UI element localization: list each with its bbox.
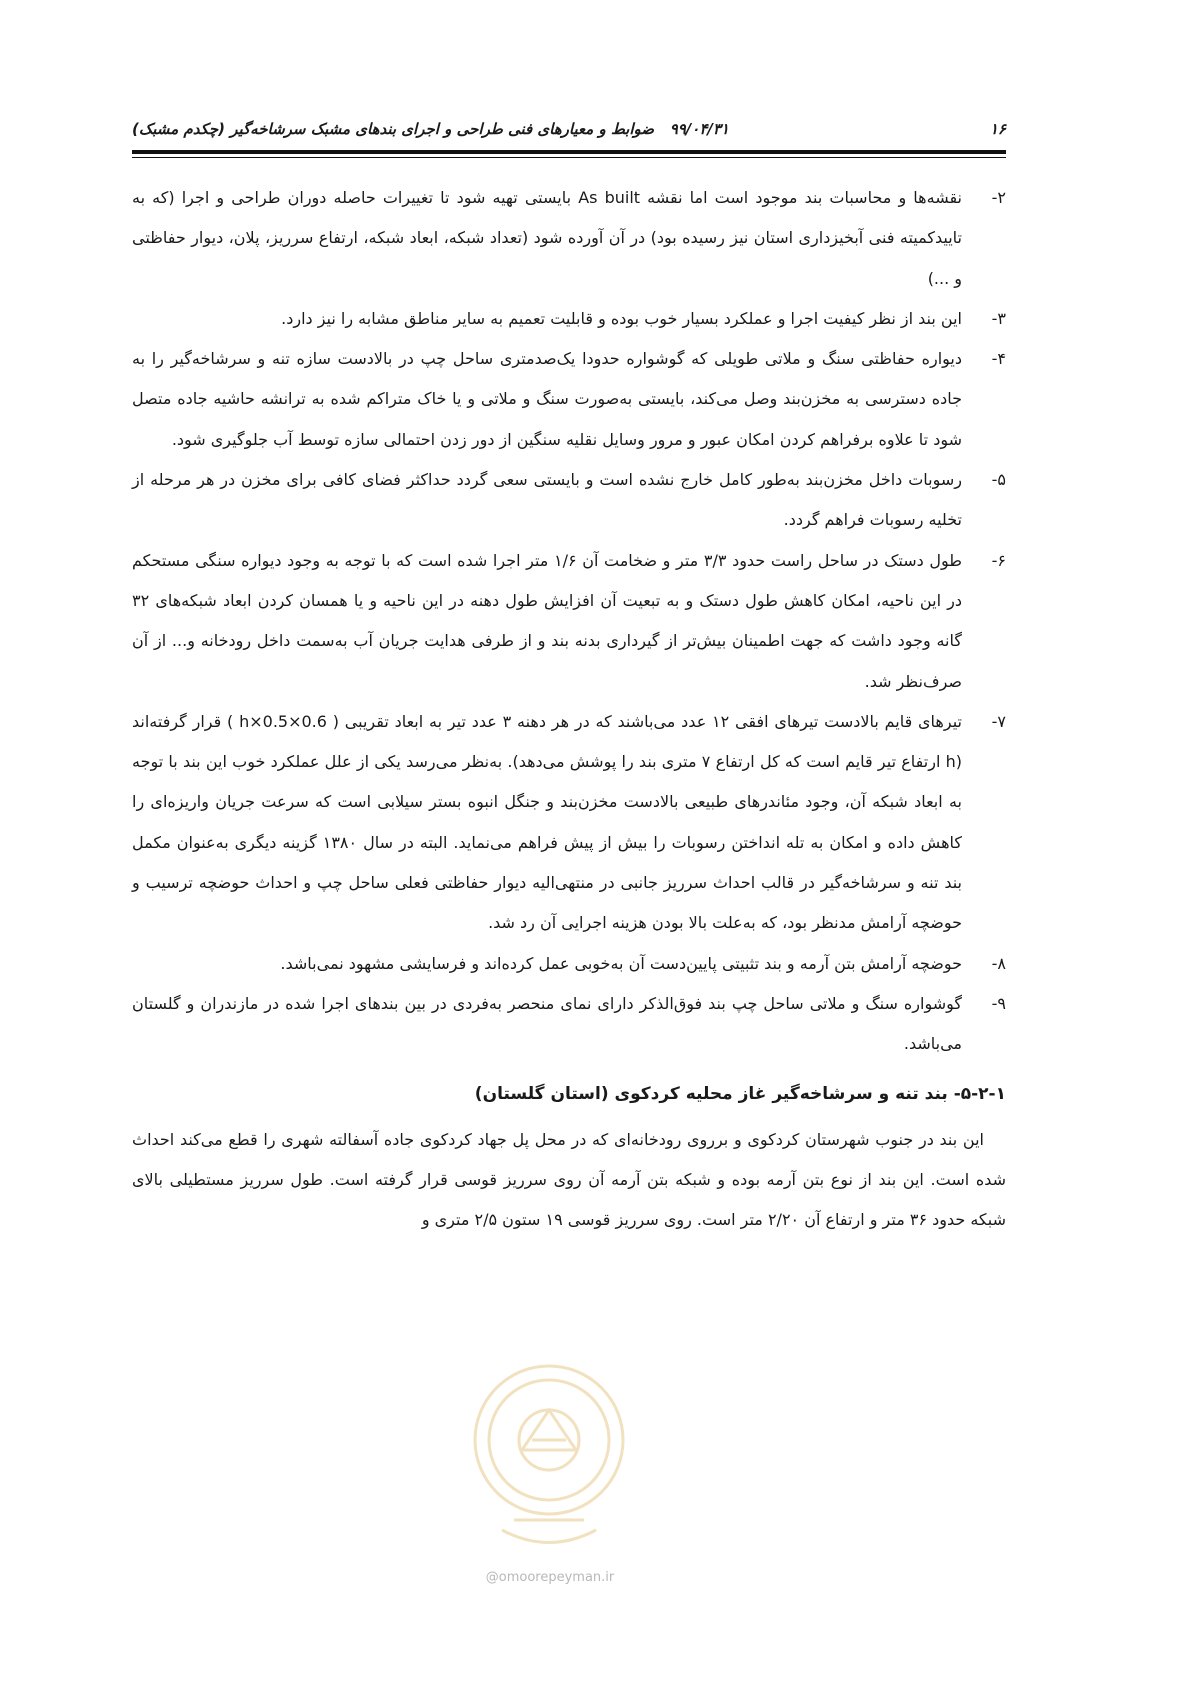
watermark-text: @omoorepeyman.ir — [485, 1570, 615, 1585]
item-text: تیرهای قایم بالادست تیرهای افقی ۱۲ عدد می‌باشند که در هر دهنه ۳ عدد تیر به ابعاد تقریبی ( 0.6×0.5×h ) قرار گرفته‌اند (h ارتفاع تیر قایم است که کل ارتفاع ۷ متری بند را پوشش می‌دهد). به‌نظر می‌رسد یکی از علل عملکرد خوب این بند با توجه به ابعاد شبکه آن، وجود مئاندرهای طبیعی بالادست مخزن‌بند و جنگل انبوه بستر سیلابی است که سرعت جریان واریزه‌ای را کاهش داده و امکان به تله انداختن رسوبات را بیش از پیش فراهم می‌نماید. البته در سال ۱۳۸۰ گزینه دیگری به‌عنوان مکمل بند تنه و سرشاخه‌گیر در قالب احداث سرریز جانبی در منتهی‌الیه دیوار حفاظتی فعلی ساحل چپ و احداث حوضچه ترسیب و حوضچه آرامش مدنظر بود، که به‌علت بالا بودن هزینه اجرایی آن رد شد. — [132, 711, 962, 933]
header-rule-thick — [132, 150, 1006, 154]
header-rule-thin — [132, 157, 1006, 158]
header-title: ضوابط و معیارهای فنی طراحی و اجرای بندهای مشبک سرشاخه‌گیر (چکدم مشبک) — [132, 120, 655, 138]
item-text: این بند از نظر کیفیت اجرا و عملکرد بسیار خوب بوده و قابلیت تعمیم به سایر مناطق مشابه را نیز دارد. — [281, 308, 962, 328]
list-item — [132, 541, 1006, 702]
item-number: ۴- — [991, 349, 1006, 369]
page-number: ۱۶ — [989, 120, 1006, 138]
item-text: دیواره حفاظتی سنگ و ملاتی طویلی که گوشواره حدودا یک‌صدمتری ساحل چپ در بالادست سازه تنه و سرشاخه‌گیر را به جاده دسترسی به مخزن‌بند وصل می‌کند، بایستی به‌صورت سنگ و ملاتی و یا خاک متراکم شده به ترانشه حاشیه جاده متصل شود تا علاوه برفراهم کردن امکان عبور و مرور وسایل نقلیه سنگین از دور زدن احتمالی سازه توسط آب جلوگیری شود. — [132, 349, 962, 449]
list-item — [132, 984, 1006, 1065]
list-item — [132, 460, 1006, 541]
item-number: ۷- — [991, 711, 1006, 731]
list-item — [132, 299, 1006, 339]
item-text: رسوبات داخل مخزن‌بند به‌طور کامل خارج نشده است و بایستی سعی گردد حداکثر فضای کافی برای مخزن در هر مرحله از تخلیه رسوبات فراهم گردد. — [132, 470, 962, 530]
item-text: نقشه‌ها و محاسبات بند موجود است اما نقشه As built بایستی تهیه شود تا تغییرات حاصله دوران طراحی و اجرا (که به تاییدکمیته فنی آبخیزداری استان نیز رسیده بود) در آن آورده شود (تعداد شبکه، ابعاد شبکه، ارتفاع سرریز، پلان، دیوار حفاظتی و ...) — [132, 188, 963, 288]
list-item — [132, 178, 1006, 299]
item-number: ۵- — [991, 470, 1006, 490]
seal-watermark-icon — [462, 1355, 637, 1565]
page-header — [132, 120, 1006, 144]
item-text: طول دستک در ساحل راست حدود ۳/۳ متر و ضخامت آن ۱/۶ متر اجرا شده است که با توجه به وجود دیواره سنگی مستحکم در این ناحیه، امکان کاهش طول دستک و به تبعیت آن افزایش طول دهنه در این ناحیه و یا همسان کردن ابعاد شبکه‌های ۳۲ گانه وجود داشت که جهت اطمینان بیش‌تر از گیرداری بدنه بند و از طرفی هدایت جریان آب به‌سمت داخل رودخانه و... از آن صرف‌نظر شد. — [132, 550, 963, 691]
section-paragraph: این بند در جنوب شهرستان کردکوی و برروی رودخانه‌ای که در محل پل جهاد کردکوی جاده آسفالته شهری را قطع می‌کند احداث شده است. این بند از نوع بتن آرمه بوده و شبکه بتن آرمه آن روی سرریز قوسی قرار گرفته است. طول سرریز مستطیلی بالای شبکه حدود ۳۶ متر و ارتفاع آن ۲/۲۰ متر است. روی سرریز قوسی ۱۹ ستون ۲/۵ متری و — [132, 1129, 1006, 1230]
page-body — [132, 178, 1006, 1240]
item-number: ۶- — [991, 550, 1006, 570]
item-number: ۳- — [991, 308, 1006, 328]
running-title — [132, 120, 729, 138]
list-item — [132, 702, 1006, 944]
header-date: ۹۹/۰۴/۳۱ — [669, 120, 729, 138]
item-text: گوشواره سنگ و ملاتی ساحل چپ بند فوق‌الذکر دارای نمای منحصر به‌فردی در بین بندهای اجرا شده در مازندران و گلستان می‌باشد. — [132, 993, 962, 1054]
list-item — [132, 339, 1006, 460]
item-number: ۸- — [991, 953, 1006, 973]
list-item — [132, 944, 1006, 984]
item-number: ۹- — [991, 993, 1006, 1013]
item-text: حوضچه آرامش بتن آرمه و بند تثبیتی پایین‌دست آن به‌خوبی عمل کرده‌اند و فرسایشی مشهود نمی‌باشد. — [280, 953, 962, 973]
item-number: ۲- — [991, 188, 1006, 207]
section-heading: ۵-۲-۱- بند تنه و سرشاخه‌گیر غاز محلیه کردکوی (استان گلستان) — [474, 1083, 1006, 1104]
